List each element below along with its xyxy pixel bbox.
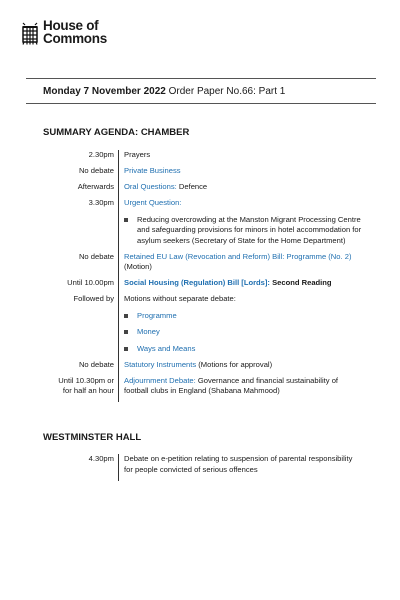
ways-and-means-link[interactable]: Ways and Means: [137, 343, 196, 353]
agenda-row-motions: [40, 294, 380, 360]
statutory-instruments-link[interactable]: Statutory Instruments: [124, 359, 197, 369]
westminster-hall-agenda: [40, 454, 380, 481]
row-text: Second Reading: [269, 278, 332, 287]
logo-line-1: House of: [43, 18, 99, 33]
row-text: Prayers: [124, 150, 151, 159]
bullet-text: Reducing overcrowding at the Manston Migrant Processing Centre and safeguarding provisions for minors in hotel accommodation for asylum seekers (Secretary of State for the Home Department): [137, 214, 362, 245]
row-text: Defence: [176, 182, 208, 191]
row-text: (Motion): [124, 262, 152, 271]
portcullis-icon: [20, 21, 40, 45]
urgent-question-bullet: [124, 215, 362, 247]
row-text: (Motions for approval): [196, 359, 273, 369]
agenda-row-social-housing: [40, 278, 380, 294]
row-time: No debate: [78, 359, 114, 369]
row-time: No debate: [78, 166, 114, 175]
money-link[interactable]: Money: [137, 327, 160, 336]
motion-item: [124, 311, 362, 322]
motion-item: [124, 327, 362, 338]
row-time: Until 10.00pm: [67, 278, 114, 287]
social-housing-bill-link[interactable]: Social Housing (Regulation) Bill [Lords]:: [124, 278, 270, 287]
row-time: [40, 376, 118, 403]
row-text: Governance and financial sustainability of football clubs in England (Shabana Mahmood): [124, 375, 339, 395]
row-time: 4.30pm: [88, 454, 114, 463]
agenda-row-prayers: [40, 150, 380, 166]
chamber-agenda: [40, 150, 380, 402]
urgent-question-link[interactable]: Urgent Question:: [124, 198, 182, 207]
agenda-row-adjournment: [40, 376, 380, 403]
row-time-line-2: for half an hour: [62, 386, 114, 395]
header-top-rule: [26, 78, 376, 79]
row-time: Afterwards: [77, 182, 114, 191]
chamber-section-title: SUMMARY AGENDA: CHAMBER: [43, 127, 190, 138]
agenda-row-statutory-instruments: [40, 360, 380, 376]
agenda-row-eu-law: [40, 252, 380, 279]
agenda-row-private-business: [40, 166, 380, 182]
bullet-square-icon: [124, 314, 128, 318]
house-of-commons-logo: [20, 20, 107, 45]
row-time: No debate: [78, 251, 114, 261]
eu-law-bill-link[interactable]: Retained EU Law (Revocation and Reform) Bill: Programme (No. 2): [124, 251, 352, 261]
programme-link[interactable]: Programme: [137, 310, 177, 320]
bullet-square-icon: [124, 218, 128, 222]
row-text: Motions without separate debate:: [124, 294, 236, 303]
logo-wordmark: [43, 20, 107, 45]
row-time: Followed by: [73, 294, 114, 303]
header-bottom-rule: [26, 103, 376, 104]
row-text: Debate on e-petition relating to suspension of parental responsibility for people convicted of serious offences: [124, 454, 353, 474]
adjournment-debate-link[interactable]: Adjournment Debate:: [124, 375, 196, 385]
header-date: Monday 7 November 2022: [43, 86, 166, 97]
private-business-link[interactable]: Private Business: [124, 166, 181, 175]
bullet-square-icon: [124, 347, 128, 351]
agenda-row-urgent-question: [40, 198, 380, 252]
westminster-hall-section-title: WESTMINSTER HALL: [43, 432, 142, 443]
bullet-square-icon: [124, 330, 128, 334]
oral-questions-link[interactable]: Oral Questions:: [124, 182, 177, 191]
row-time: 3.30pm: [88, 198, 114, 207]
motion-item: [124, 344, 362, 355]
logo-line-2: Commons: [43, 30, 107, 46]
order-paper-header: [43, 86, 285, 97]
row-time-line-1: Until 10.30pm or: [58, 375, 114, 385]
agenda-row-oral-questions: [40, 182, 380, 198]
row-time: 2.30pm: [88, 150, 114, 159]
agenda-row-e-petition: [40, 454, 380, 481]
header-order-paper: Order Paper No.66: Part 1: [165, 86, 286, 97]
